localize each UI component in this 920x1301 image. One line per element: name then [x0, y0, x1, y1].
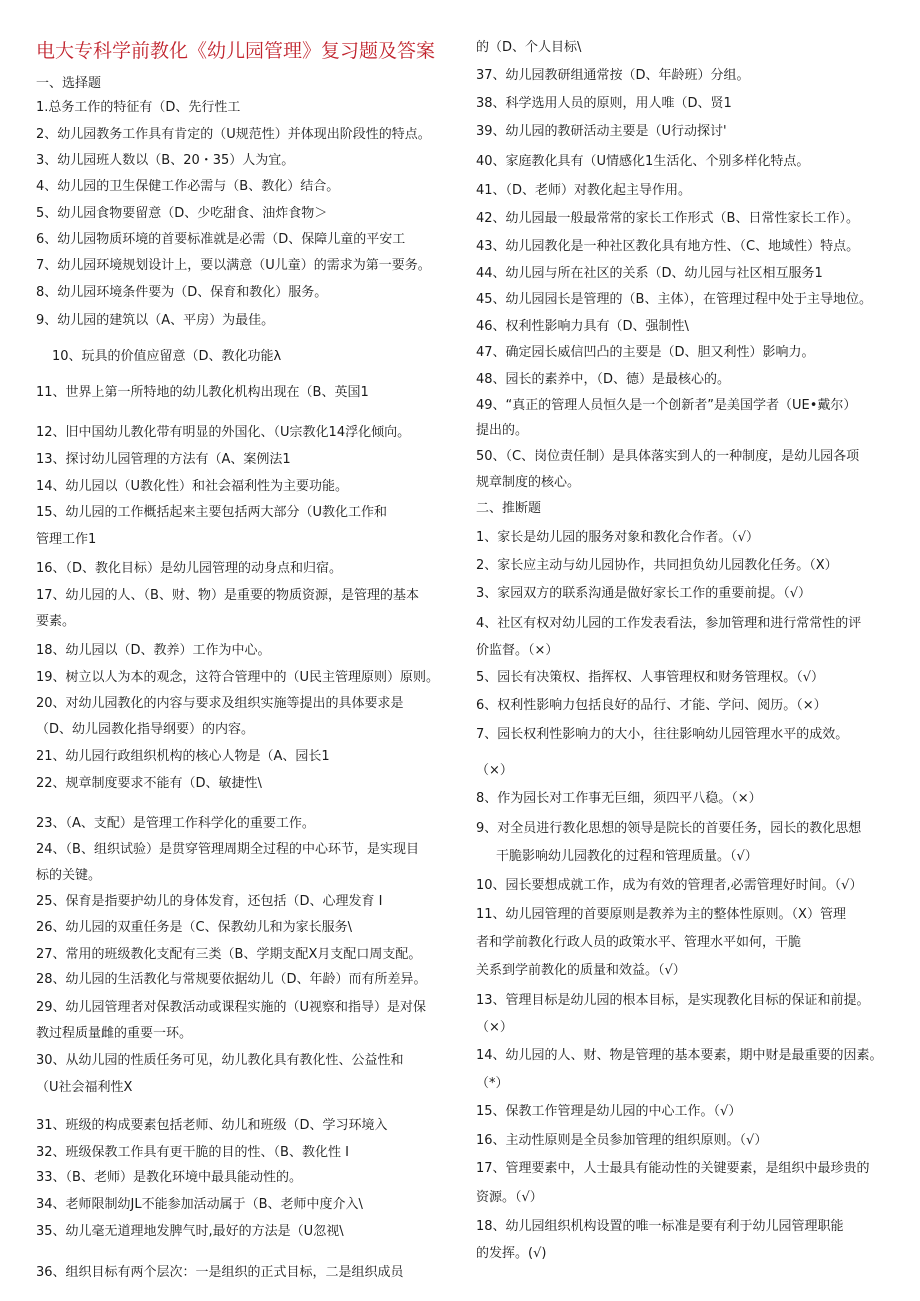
document-title: 电大专科学前教化《幼儿园管理》复习题及答案: [36, 40, 436, 62]
question-line: 26、幼儿园的双重任务是（C、保教幼儿和为家长服务\: [36, 920, 352, 935]
question-line: 17、幼儿园的人、（B、财、物）是重要的物质资源，是管理的基本: [36, 588, 419, 603]
question-line: 4、社区有权对幼儿园的工作发表看法，参加管理和进行常常性的评: [476, 616, 862, 631]
question-line: 10、园长要想成就工作，成为有效的管理者,必需管理好时间。（√）: [476, 878, 863, 893]
question-line: （D、幼儿园教化指导纲要）的内容。: [36, 722, 255, 737]
question-line: 28、幼儿园的生活教化与常规要依据幼儿（D、年龄）而有所差异。: [36, 972, 427, 987]
question-line: 29、幼儿园管理者对保教活动或课程实施的（U视察和指导）是对保: [36, 1000, 427, 1015]
question-line: 16、（D、教化目标）是幼儿园管理的动身点和归宿。: [36, 561, 343, 576]
question-line: 13、探讨幼儿园管理的方法有（A、案例法1: [36, 452, 291, 467]
question-line: 干脆影响幼儿园教化的过程和管理质量。（√）: [496, 849, 758, 864]
question-line: 48、园长的素养中，（D、德）是最核心的。: [476, 372, 731, 387]
question-line: 的发挥。(√): [476, 1246, 547, 1261]
question-line: 关系到学前教化的质量和效益。（√）: [476, 963, 686, 978]
question-line: 11、世界上第一所特地的幼儿教化机构出现在（B、英国1: [36, 385, 369, 400]
question-line: 13、管理目标是幼儿园的根本目标，是实现教化目标的保证和前提。: [476, 993, 870, 1008]
question-line: 25、保育是指要护幼儿的身体发育，还包括（D、心理发育 I: [36, 894, 383, 909]
question-line: 提出的。: [476, 423, 529, 438]
question-line: 4、幼儿园的卫生保健工作必需与（B、教化）结合。: [36, 179, 340, 194]
question-line: 16、主动性原则是全员参加管理的组织原则。（√）: [476, 1133, 768, 1148]
question-line: 的（D、个人目标\: [476, 40, 582, 55]
question-line: 21、幼儿园行政组织机构的核心人物是（A、园长1: [36, 749, 330, 764]
question-line: 42、幼儿园最一般最常常的家长工作形式（B、日常性家长工作）。: [476, 211, 859, 226]
question-line: 14、幼儿园的人、财、物是管理的基本要素，期中财是最重要的因素。: [476, 1048, 883, 1063]
question-line: 9、幼儿园的建筑以（A、平房）为最佳。: [36, 313, 275, 328]
question-line: 43、幼儿园教化是一种社区教化具有地方性、（C、地域性）特点。: [476, 239, 860, 254]
question-line: 8、作为园长对工作事无巨细，须四平八稳。（×）: [476, 791, 762, 806]
question-line: 50、（C、岗位责任制）是具体落实到人的一种制度，是幼儿园各项: [476, 449, 860, 464]
question-line: 15、幼儿园的工作概括起来主要包括两大部分（U教化工作和: [36, 505, 388, 520]
question-line: 1.总务工作的特征有（D、先行性工: [36, 100, 241, 115]
question-line: 22、规章制度要求不能有（D、敏捷性\: [36, 776, 262, 791]
question-line: 33、（B、老师）是教化环境中最具能动性的。: [36, 1170, 302, 1185]
question-line: 9、对全员进行教化思想的领导是院长的首要任务，园长的教化思想: [476, 821, 862, 836]
question-line: （U社会福利性X: [36, 1080, 133, 1095]
question-line: 34、老师限制幼JL不能参加活动属于（B、老师中度介入\: [36, 1197, 363, 1212]
question-line: 44、幼儿园与所在社区的关系（D、幼儿园与社区相互服务1: [476, 266, 823, 281]
question-line: 46、权利性影响力具有（D、强制性\: [476, 319, 689, 334]
question-line: （×）: [476, 763, 513, 778]
question-line: 37、幼儿园教研组通常按（D、年龄班）分组。: [476, 68, 750, 83]
question-line: 管理工作1: [36, 532, 97, 547]
question-line: 27、常用的班级教化支配有三类（B、学期支配X月支配口周支配。: [36, 947, 422, 962]
section-heading-judgement: 二、推断题: [476, 501, 542, 516]
question-line: 2、家长应主动与幼儿园协作，共同担负幼儿园教化任务。（X）: [476, 558, 838, 573]
question-line: 11、幼儿园管理的首要原则是教养为主的整体性原则。（X）管理: [476, 907, 846, 922]
question-line: 资源。（√）: [476, 1190, 543, 1205]
question-line: 30、从幼儿园的性质任务可见，幼儿教化具有教化性、公益性和: [36, 1053, 404, 1068]
question-line: 41、（D、老师）对教化起主导作用。: [476, 183, 692, 198]
question-line: 3、家园双方的联系沟通是做好家长工作的重要前提。（√）: [476, 586, 812, 601]
question-line: 10、玩具的价值应留意（D、教化功能λ: [52, 349, 282, 364]
question-line: 36、组织目标有两个层次：一是组织的正式目标，二是组织成员: [36, 1265, 404, 1280]
question-line: 49、“真正的管理人员恒久是一个创新者”是美国学者（UE•戴尔）: [476, 398, 857, 413]
question-line: 24、（B、组织试验）是贯穿管理周期全过程的中心环节，是实现目: [36, 842, 419, 857]
question-line: 18、幼儿园以（D、教养）工作为中心。: [36, 643, 271, 658]
question-line: 6、权利性影响力包括良好的品行、才能、学问、阅历。（×）: [476, 698, 827, 713]
question-line: 40、家庭教化具有（U情感化1生活化、个别多样化特点。: [476, 154, 810, 169]
question-line: 要素。: [36, 614, 76, 629]
question-line: 31、班级的构成要素包括老师、幼儿和班级（D、学习环境入: [36, 1118, 388, 1133]
question-line: 15、保教工作管理是幼儿园的中心工作。（√）: [476, 1104, 742, 1119]
question-line: 7、园长权利性影响力的大小，往往影响幼儿园管理水平的成效。: [476, 727, 849, 742]
question-line: 3、幼儿园班人数以（B、20・35）人为宜。: [36, 153, 295, 168]
question-line: 教过程质量雌的重要一环。: [36, 1026, 193, 1041]
question-line: 39、幼儿园的教研活动主要是（U行动探讨': [476, 124, 727, 139]
question-line: 18、幼儿园组织机构设置的唯一标准是要有利于幼儿园管理职能: [476, 1219, 844, 1234]
question-line: 20、对幼儿园教化的内容与要求及组织实施等提出的具体要求是: [36, 696, 404, 711]
question-line: 35、幼儿毫无道理地发脾气时,最好的方法是（U忽视\: [36, 1224, 344, 1239]
question-line: 7、幼儿园环境规划设计上，要以满意（U儿童）的需求为第一要务。: [36, 258, 431, 273]
question-line: 价监督。（×）: [476, 643, 559, 658]
section-heading-choice: 一、选择题: [36, 76, 102, 91]
question-line: 标的关键。: [36, 868, 102, 883]
question-line: 6、幼儿园物质环境的首要标准就是必需（D、保障儿童的平安工: [36, 232, 406, 247]
question-line: 32、班级保教工作具有更干脆的目的性、（B、教化性 I: [36, 1145, 349, 1160]
question-line: 2、幼儿园教务工作具有肯定的（U规范性）并体现出阶段性的特点。: [36, 127, 431, 142]
question-line: 19、树立以人为本的观念，这符合管理中的（U民主管理原则）原则。: [36, 670, 440, 685]
question-line: 45、幼儿园园长是管理的（B、主体），在管理过程中处于主导地位。: [476, 292, 872, 307]
question-line: 12、旧中国幼儿教化带有明显的外国化、（U宗教化14浮化倾向。: [36, 425, 411, 440]
question-line: 5、幼儿园食物要留意（D、少吃甜食、油炸食物＞: [36, 206, 328, 221]
question-line: （×）: [476, 1020, 513, 1035]
question-line: 47、确定园长威信凹凸的主要是（D、胆又利性）影响力。: [476, 345, 815, 360]
question-line: 38、科学选用人员的原则，用人唯（D、贤1: [476, 96, 732, 111]
question-line: 5、园长有决策权、指挥权、人事管理权和财务管理权。（√）: [476, 670, 825, 685]
question-line: 14、幼儿园以（U教化性）和社会福利性为主要功能。: [36, 479, 349, 494]
question-line: 8、幼儿园环境条件要为（D、保育和教化）服务。: [36, 285, 328, 300]
question-line: 23、（A、支配）是管理工作科学化的重要工作。: [36, 816, 315, 831]
question-line: 者和学前教化行政人员的政策水平、管理水平如何，干脆: [476, 935, 802, 950]
question-line: 规章制度的核心。: [476, 475, 581, 490]
question-line: 17、管理要素中，人士最具有能动性的关键要素，是组织中最珍贵的: [476, 1161, 870, 1176]
question-line: （*）: [476, 1076, 509, 1091]
question-line: 1、家长是幼儿园的服务对象和教化合作者。（√）: [476, 530, 760, 545]
